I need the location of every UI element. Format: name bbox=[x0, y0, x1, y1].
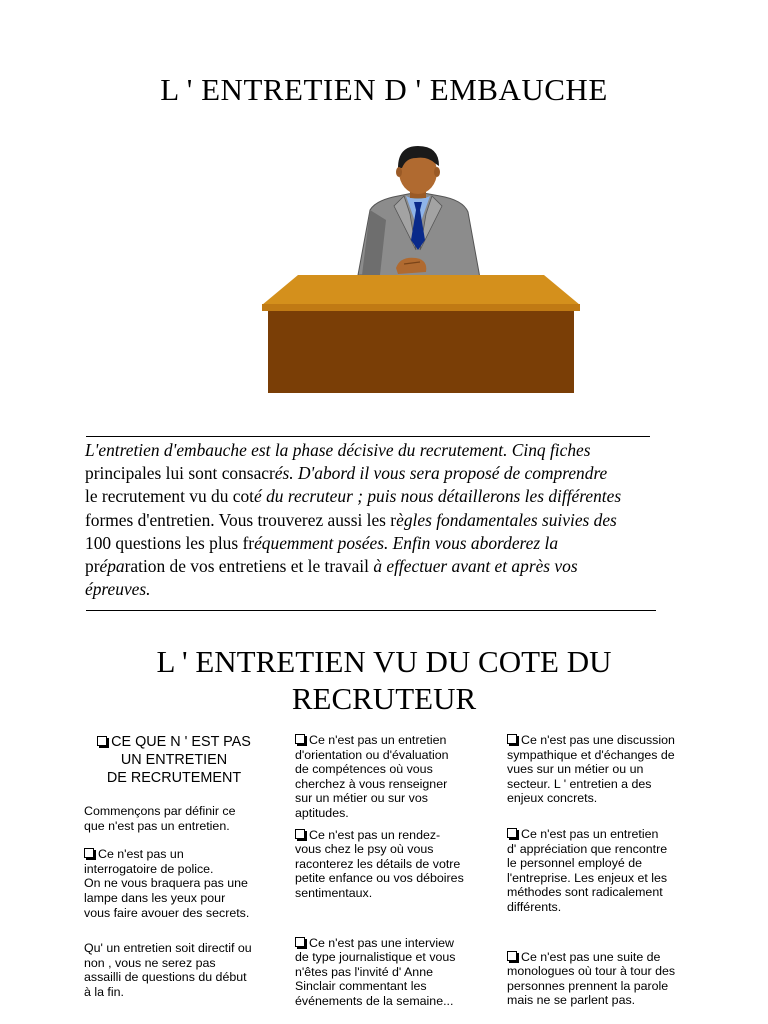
businessman-at-desk-illustration bbox=[258, 140, 583, 400]
desk-edge bbox=[262, 304, 580, 311]
text-line: différents. bbox=[507, 899, 562, 914]
text-line: d' appréciation que rencontre bbox=[507, 841, 668, 856]
column-1-heading bbox=[84, 733, 264, 787]
checkbox-bullet-icon bbox=[507, 951, 517, 961]
column-3-paragraph-1 bbox=[507, 733, 707, 806]
column-1-heading-line-2: UN ENTRETIEN bbox=[120, 752, 228, 768]
text-line: méthodes sont radicalement bbox=[507, 885, 663, 900]
text-line: d'orientation ou d'évaluation bbox=[295, 747, 449, 762]
text-line: le personnel employé de bbox=[507, 856, 643, 871]
column-1 bbox=[84, 733, 274, 1000]
text-line: sur un métier ou sur vos bbox=[295, 791, 428, 806]
text-line: vous faire avouer des secrets. bbox=[84, 905, 250, 920]
checkbox-bullet-icon bbox=[84, 848, 94, 858]
intro-line bbox=[85, 532, 695, 555]
column-2-paragraph-3 bbox=[295, 936, 495, 1009]
text-line: mais ne se parlent pas. bbox=[507, 993, 636, 1008]
text-line: non , vous ne serez pas bbox=[84, 955, 216, 970]
column-2-paragraph-3-body bbox=[295, 950, 456, 1008]
text-line: à la fin. bbox=[84, 984, 124, 999]
section-heading bbox=[0, 643, 768, 717]
intro-run: à effectuer avant et après vos bbox=[373, 556, 578, 577]
intro-paragraph bbox=[85, 439, 695, 601]
column-2 bbox=[295, 733, 495, 1009]
column-2-paragraph-3-lead: Ce n'est pas une interview bbox=[309, 935, 454, 950]
column-1-paragraph-3 bbox=[84, 941, 274, 999]
intro-run: principales lui sont consacr bbox=[85, 463, 275, 484]
page-title: L ' ENTRETIEN D ' EMBAUCHE bbox=[160, 72, 608, 107]
column-3-paragraph-3 bbox=[507, 950, 707, 1008]
intro-run: és. D'abord il vous sera proposé de comprendre bbox=[274, 463, 608, 484]
column-1-paragraph-2-lead: Ce n'est pas un bbox=[98, 847, 184, 862]
column-3-paragraph-3-body bbox=[507, 964, 675, 1007]
column-1-paragraph-1 bbox=[84, 804, 274, 833]
column-3-paragraph-2-lead: Ce n'est pas un entretien bbox=[521, 826, 659, 841]
intro-run: ègles fondamentales suivies des bbox=[396, 509, 617, 530]
intro-line bbox=[85, 462, 695, 485]
text-line: de type journalistique et vous bbox=[295, 950, 456, 965]
section-heading-line-1: L ' ENTRETIEN VU DU COTE DU bbox=[156, 644, 612, 679]
intro-run: 100 questions les plus fr bbox=[85, 532, 255, 553]
text-line: raconterez les détails de votre bbox=[295, 856, 461, 871]
column-1-paragraph-2-body bbox=[84, 862, 249, 920]
column-2-paragraph-2 bbox=[295, 828, 495, 901]
divider-top bbox=[86, 436, 650, 437]
checkbox-bullet-icon bbox=[97, 736, 107, 746]
text-line: personnes prennent la parole bbox=[507, 978, 669, 993]
intro-line bbox=[85, 555, 695, 578]
divider-bottom bbox=[86, 610, 656, 611]
intro-run: équemment posées. Enfin vous aborderez la bbox=[254, 532, 559, 553]
intro-run: formes d'entretien. Vous trouverez aussi les r bbox=[85, 509, 397, 530]
column-3-paragraph-2 bbox=[507, 827, 707, 915]
text-line: sympathique et d'échanges de bbox=[507, 747, 675, 762]
column-2-paragraph-1-body bbox=[295, 748, 449, 820]
column-2-paragraph-2-lead: Ce n'est pas un rendez- bbox=[309, 827, 441, 842]
column-1-heading-line-3: DE RECRUTEMENT bbox=[106, 770, 242, 786]
text-line: lampe dans les yeux pour bbox=[84, 890, 226, 905]
column-3-paragraph-1-body bbox=[507, 748, 675, 806]
text-line: assailli de questions du début bbox=[84, 970, 247, 985]
column-2-paragraph-1 bbox=[295, 733, 495, 821]
intro-line bbox=[85, 485, 695, 508]
intro-line bbox=[85, 439, 695, 462]
checkbox-bullet-icon bbox=[507, 734, 517, 744]
text-line: Sinclair commentant les bbox=[295, 979, 427, 994]
text-line: secteur. L ' entretien a des bbox=[507, 776, 652, 791]
intro-line bbox=[85, 578, 695, 601]
column-1-paragraph-2 bbox=[84, 847, 274, 920]
text-line: On ne vous braquera pas une bbox=[84, 876, 248, 891]
checkbox-bullet-icon bbox=[295, 937, 305, 947]
intro-run: le recrutement vu du cot bbox=[85, 486, 255, 507]
text-line: événements de la semaine... bbox=[295, 993, 454, 1008]
section-heading-line-2: RECRUTEUR bbox=[291, 681, 477, 716]
text-line: monologues où tour à tour des bbox=[507, 964, 676, 979]
text-line: aptitudes. bbox=[295, 805, 349, 820]
column-3 bbox=[507, 733, 707, 1008]
checkbox-bullet-icon bbox=[507, 828, 517, 838]
text-line: cherchez à vous renseigner bbox=[295, 776, 448, 791]
checkbox-bullet-icon bbox=[295, 829, 305, 839]
column-2-paragraph-1-lead: Ce n'est pas un entretien bbox=[309, 733, 447, 747]
intro-run: L'entretien d'embauche est la phase décisive du recrutement. Cinq fiches bbox=[85, 440, 591, 460]
column-1-heading-line-1: CE QUE N ' EST PAS bbox=[111, 734, 251, 750]
intro-run: épa bbox=[99, 556, 125, 577]
intro-run: ration de vos entretiens et le travail bbox=[124, 556, 374, 577]
text-line: sentimentaux. bbox=[295, 885, 373, 900]
text-line: enjeux concrets. bbox=[507, 791, 598, 806]
text-line: Commençons par définir ce bbox=[84, 804, 236, 818]
text-line: vues sur un métier ou un bbox=[507, 762, 644, 777]
column-3-paragraph-1-lead: Ce n'est pas une discussion bbox=[521, 733, 675, 747]
intro-run: pr bbox=[85, 556, 100, 577]
text-line: l'entreprise. Les enjeux et les bbox=[507, 870, 668, 885]
text-line: de compétences où vous bbox=[295, 762, 433, 777]
text-line: Qu' un entretien soit directif ou bbox=[84, 941, 252, 956]
intro-line bbox=[85, 509, 695, 532]
column-2-paragraph-2-body bbox=[295, 842, 464, 900]
text-line: vous chez le psy où vous bbox=[295, 842, 434, 857]
text-line: interrogatoire de police. bbox=[84, 861, 214, 876]
text-line: n'êtes pas l'invité d' Anne bbox=[295, 964, 433, 979]
intro-run: é du recruteur ; puis nous détaillerons les différentes bbox=[254, 486, 622, 507]
desk-top bbox=[262, 275, 580, 305]
column-3-paragraph-2-body bbox=[507, 842, 667, 914]
intro-run: épreuves. bbox=[85, 579, 151, 600]
text-line: petite enfance ou vos déboires bbox=[295, 871, 464, 886]
text-line: que n'est pas un entretien. bbox=[84, 818, 230, 833]
column-3-paragraph-3-lead: Ce n'est pas une suite de bbox=[521, 949, 661, 964]
checkbox-bullet-icon bbox=[295, 734, 305, 744]
desk-front bbox=[268, 311, 574, 393]
